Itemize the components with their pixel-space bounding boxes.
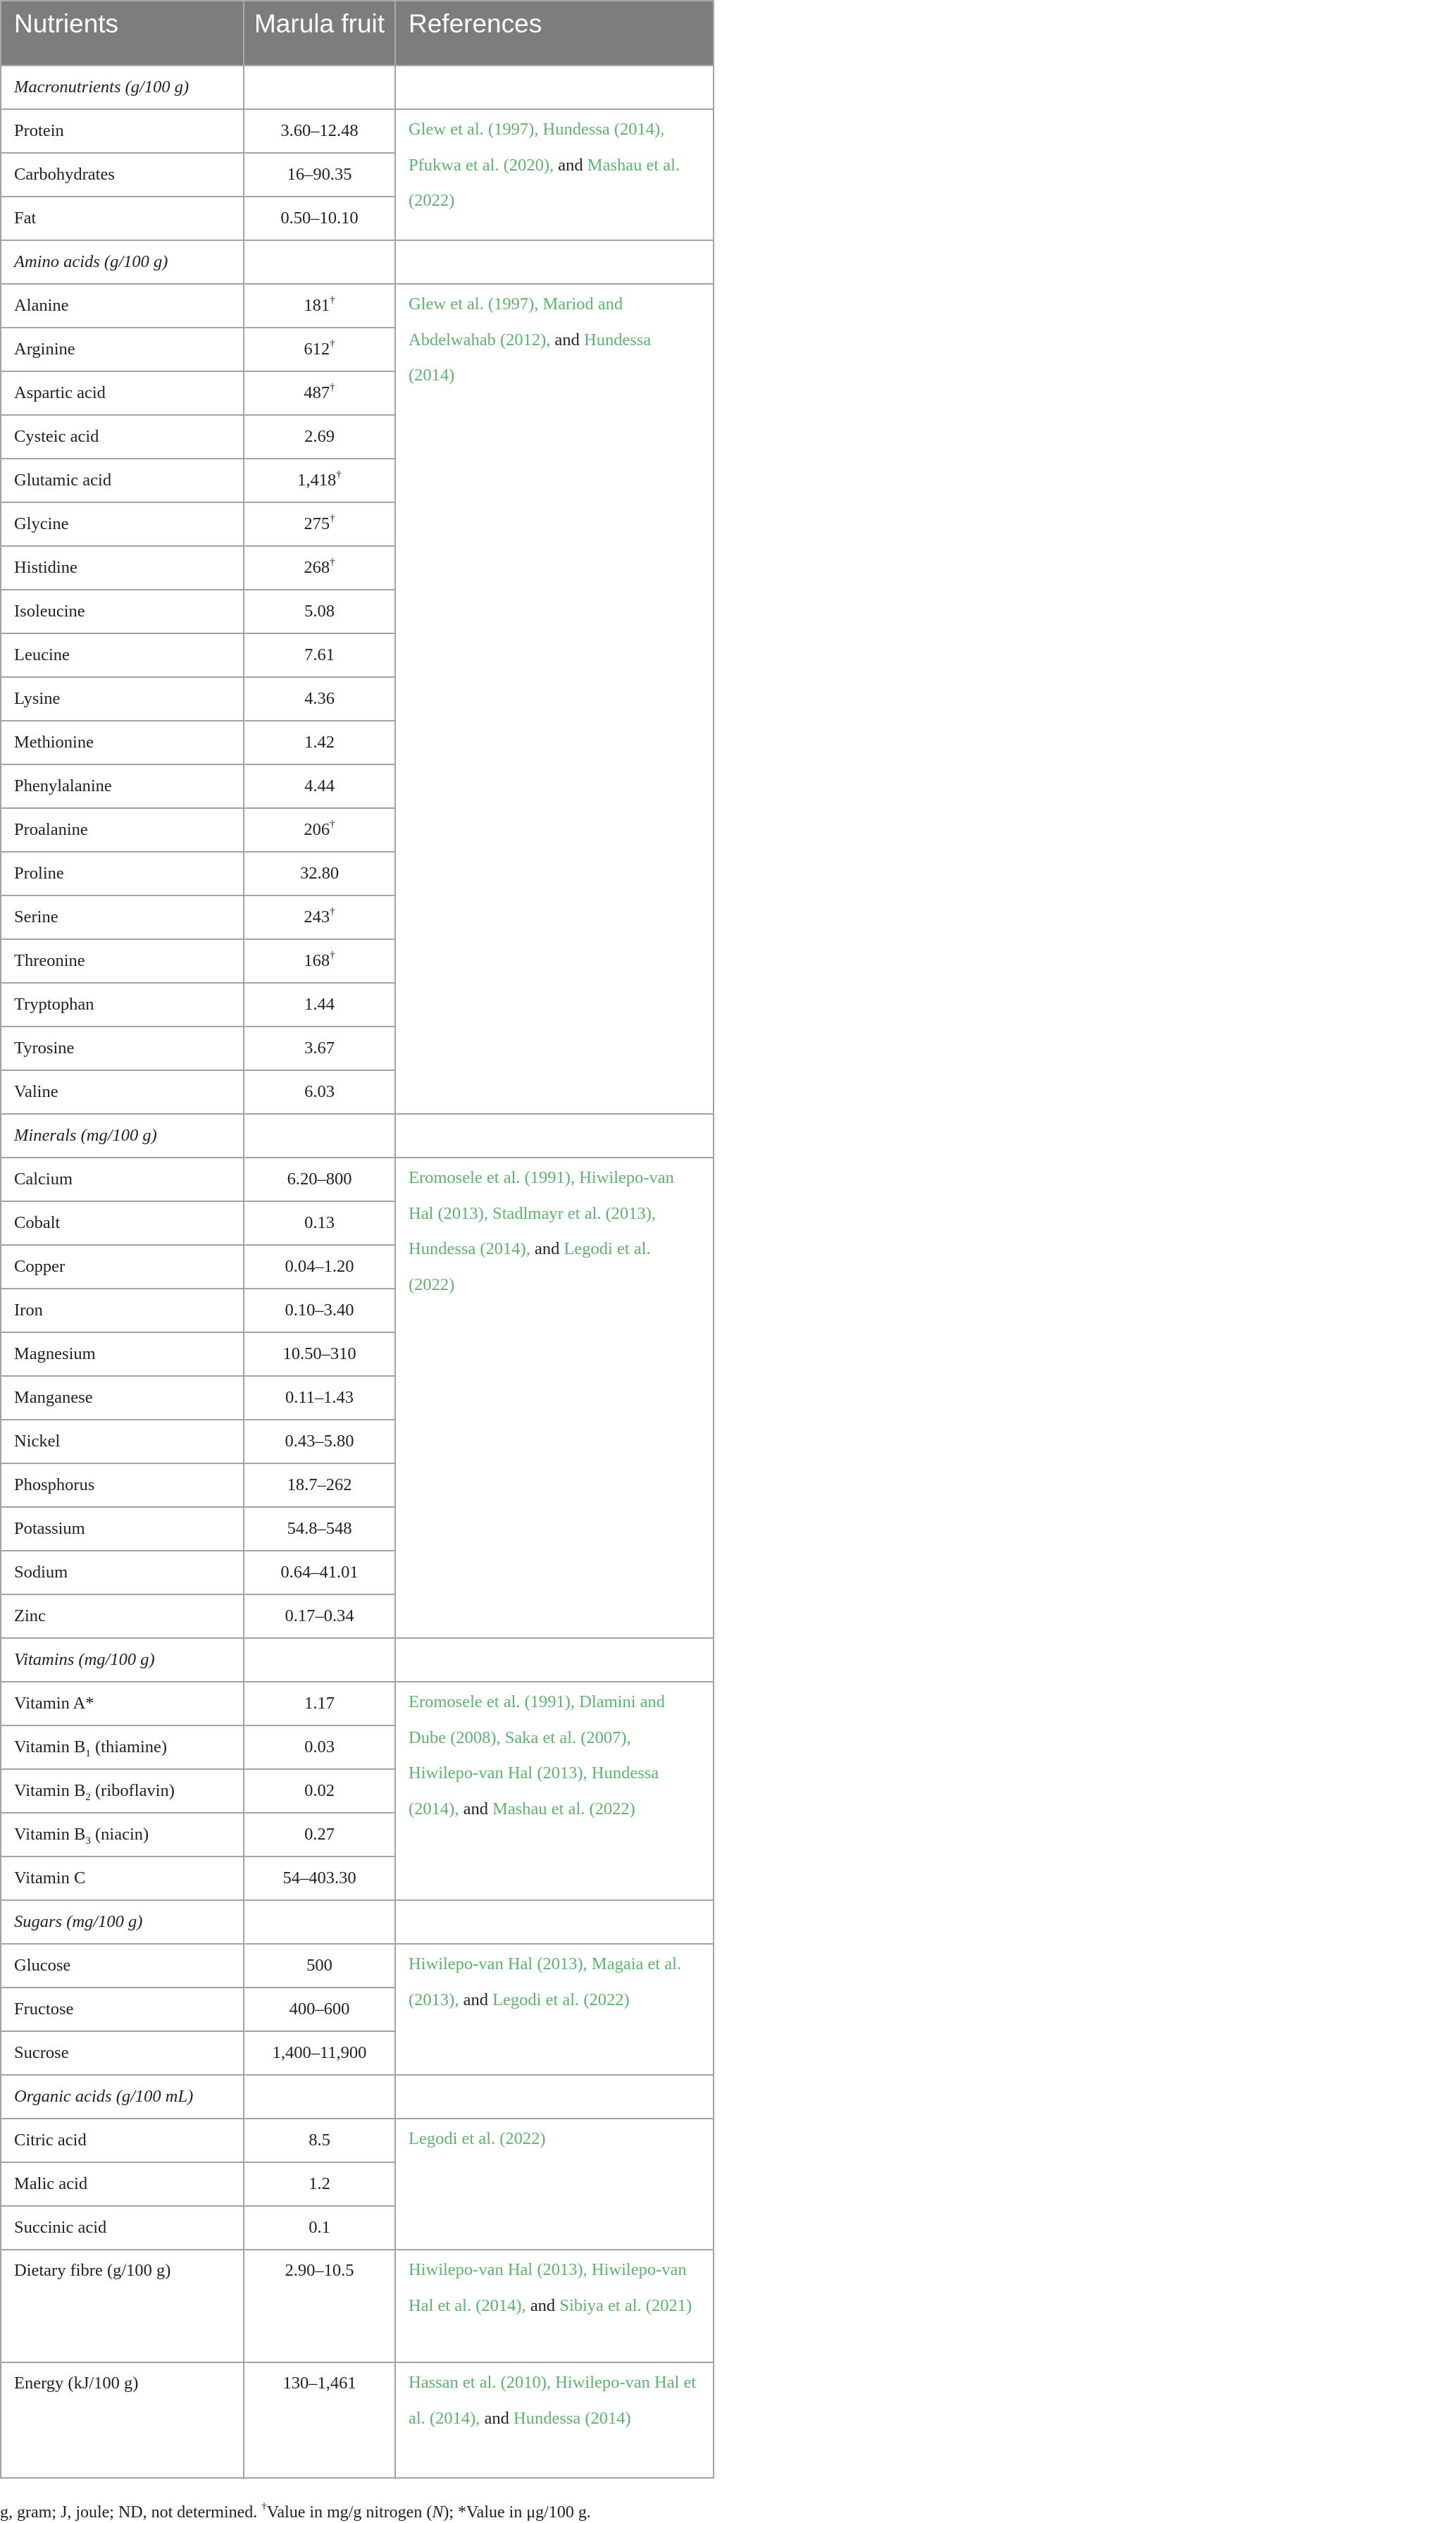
marula-value-cell [244, 1332, 395, 1376]
nitrogen-footnote-mark: † [330, 817, 335, 830]
nutrient-name: Vitamin B [14, 1781, 86, 1800]
section-title: Amino acids (g/100 g) [14, 252, 168, 271]
marula-value: 130–1,461 [282, 2374, 356, 2393]
nutrient-name: Alanine [14, 296, 69, 315]
nutrient-name: Nickel [14, 1432, 61, 1451]
reference-citation: Glew et al. (1997), Mariod and Abdelwahab (2012), [409, 295, 623, 349]
references-cell [395, 284, 714, 1114]
section-title-cell [1, 2075, 244, 2119]
marula-value: 181 [304, 296, 330, 315]
nutrient-name: Phosphorus [14, 1475, 95, 1494]
marula-value: 0.64–41.01 [280, 1563, 359, 1582]
nutrient-name-cell [1, 1725, 244, 1769]
nutrient-name-cell [1, 1813, 244, 1856]
marula-value: 1,400–11,900 [272, 2043, 367, 2062]
nutrient-name-cell [1, 109, 244, 153]
references-cell [395, 109, 714, 240]
marula-value-cell [244, 2031, 395, 2075]
marula-value-cell [244, 939, 395, 983]
nitrogen-footnote-mark: † [330, 948, 335, 961]
nutrient-name-cell [1, 2362, 244, 2478]
reference-text [409, 2373, 696, 2428]
nitrogen-footnote-mark: † [330, 905, 335, 917]
reference-connector: and [525, 2295, 560, 2315]
marula-value-cell [244, 895, 395, 939]
empty-cell [395, 66, 714, 109]
reference-text [409, 295, 651, 385]
marula-value: 1,418 [297, 471, 337, 490]
marula-value-cell [244, 1245, 395, 1289]
nutrient-name-cell [1, 1944, 244, 1988]
nutrient-name-cell [1, 1027, 244, 1070]
reference-citation: Hundessa (2014) [514, 2408, 631, 2428]
empty-cell [395, 1114, 714, 1158]
reference-citation: Mashau et al. (2022) [409, 155, 680, 210]
nitrogen-footnote-mark: † [330, 512, 335, 524]
nutrient-name-cell [1, 1070, 244, 1114]
marula-value: 6.20–800 [287, 1170, 352, 1189]
nutrient-name: Sodium [14, 1563, 68, 1582]
marula-value-cell [244, 633, 395, 677]
header-nutrients: Nutrients [1, 1, 244, 66]
section-title-cell [1, 1900, 244, 1944]
nutrient-name-cell [1, 2162, 244, 2206]
marula-value-cell [244, 1551, 395, 1594]
marula-value-cell [244, 371, 395, 415]
nutrient-table-container [0, 0, 713, 2479]
nutrient-name: Citric acid [14, 2131, 87, 2150]
footnote-text-1: g, gram; J, joule; ND, not determined. [0, 2503, 262, 2522]
marula-value-cell [244, 2162, 395, 2206]
nutrient-name: Energy (kJ/100 g) [14, 2374, 139, 2393]
reference-connector: and [550, 330, 585, 349]
nutrient-name: Copper [14, 1257, 66, 1276]
nutrient-name: Lysine [14, 689, 61, 708]
references-cell [395, 1682, 714, 1900]
marula-value: 10.50–310 [282, 1344, 356, 1363]
nutrient-name-cell [1, 808, 244, 852]
reference-text [409, 120, 680, 210]
section-title: Vitamins (mg/100 g) [14, 1650, 155, 1669]
nitrogen-footnote-mark: † [330, 293, 335, 306]
empty-cell [244, 1114, 395, 1158]
marula-value-cell [244, 764, 395, 808]
marula-value: 54.8–548 [287, 1519, 352, 1538]
nutrient-name-cell [1, 284, 244, 328]
marula-value: 0.04–1.20 [285, 1257, 354, 1276]
table-footnote [0, 2502, 713, 2523]
section-row [1, 240, 714, 284]
marula-value-cell [244, 1507, 395, 1551]
nutrient-name-cell [1, 502, 244, 546]
section-title-cell [1, 1114, 244, 1158]
marula-value: 168 [304, 951, 330, 970]
marula-value: 275 [304, 514, 330, 533]
nutrient-name: Succinic acid [14, 2218, 107, 2237]
marula-value: 268 [304, 558, 330, 577]
nutrient-name-cell [1, 721, 244, 764]
nutrient-name-cell [1, 1463, 244, 1507]
nutrient-name: Calcium [14, 1170, 73, 1189]
reference-connector: and [530, 1239, 564, 1258]
section-title: Minerals (mg/100 g) [14, 1126, 157, 1145]
nutrient-name-cell [1, 1769, 244, 1813]
header-references: References [395, 1, 714, 66]
nutrient-name-cell [1, 1856, 244, 1900]
nutrient-name-cell [1, 459, 244, 502]
nutrient-name: Methionine [14, 733, 94, 752]
nutrient-name-cell [1, 1245, 244, 1289]
empty-cell [395, 240, 714, 284]
nutrient-name: Protein [14, 121, 64, 140]
section-title-cell [1, 240, 244, 284]
marula-value: 0.1 [309, 2218, 330, 2237]
marula-value: 1.17 [304, 1694, 335, 1713]
marula-value: 612 [304, 340, 330, 359]
nutrient-name: Aspartic acid [14, 383, 106, 402]
marula-value: 4.36 [304, 689, 335, 708]
reference-citation: Hassan et al. (2010), Hiwilepo-van Hal et al. (2014), [409, 2373, 697, 2428]
nutrient-name: Cysteic acid [14, 427, 99, 446]
nutrient-subscript: 1 [85, 1747, 91, 1759]
marula-value: 0.02 [304, 1781, 335, 1800]
marula-value: 1.42 [304, 733, 335, 752]
references-cell [395, 2119, 714, 2250]
marula-value-cell [244, 808, 395, 852]
marula-value-cell [244, 328, 395, 371]
marula-value-cell [244, 2362, 395, 2478]
table-row [1, 1158, 714, 1201]
nutrient-name: Leucine [14, 645, 70, 664]
reference-citation: Glew et al. (1997), Hundessa (2014), Pfukwa et al. (2020), [409, 120, 665, 175]
reference-citation: Legodi et al. (2022) [492, 1990, 630, 2009]
marula-value-cell [244, 1682, 395, 1725]
nutrient-name-suffix: (thiamine) [90, 1737, 168, 1756]
nutrient-name: Tyrosine [14, 1039, 75, 1058]
nutrient-name: Arginine [14, 340, 75, 359]
nutrient-name-cell [1, 2031, 244, 2075]
nutrient-name-suffix: (niacin) [90, 1825, 149, 1844]
nutrient-name-cell [1, 2250, 244, 2362]
nutrient-name-cell [1, 677, 244, 721]
section-title-cell [1, 66, 244, 109]
nutrient-name-cell [1, 590, 244, 633]
nutrient-name: Proline [14, 864, 64, 883]
marula-value: 0.03 [304, 1737, 335, 1756]
reference-text [409, 1692, 665, 1818]
nutrient-name-cell [1, 633, 244, 677]
marula-value: 2.90–10.5 [285, 2261, 354, 2280]
marula-value-cell [244, 153, 395, 197]
marula-value-cell [244, 1158, 395, 1201]
marula-value-cell [244, 590, 395, 633]
marula-value-cell [244, 1769, 395, 1813]
nutrient-name-cell [1, 1158, 244, 1201]
nutrient-name-cell [1, 1594, 244, 1638]
nutrient-name: Vitamin C [14, 1868, 86, 1887]
reference-citation: Legodi et al. (2022) [409, 1239, 651, 1294]
nutrient-name: Isoleucine [14, 602, 85, 621]
nutrient-name-cell [1, 371, 244, 415]
marula-value: 3.60–12.48 [280, 121, 359, 140]
footnote-text-3: ); *Value in μg/100 g. [443, 2503, 591, 2522]
marula-value-cell [244, 983, 395, 1027]
marula-value: 6.03 [304, 1082, 335, 1101]
nutrient-name-cell [1, 197, 244, 240]
marula-value: 0.27 [304, 1825, 335, 1844]
nutrient-name-cell [1, 939, 244, 983]
marula-value: 206 [304, 820, 330, 839]
nutrient-name-cell [1, 153, 244, 197]
nutrient-name: Sucrose [14, 2043, 69, 2062]
marula-value-cell [244, 1201, 395, 1245]
marula-value: 18.7–262 [287, 1475, 352, 1494]
empty-cell [395, 1638, 714, 1682]
nutrient-name: Carbohydrates [14, 165, 115, 184]
table-body [1, 66, 714, 2478]
marula-value-cell [244, 109, 395, 153]
nutrient-name-cell [1, 1507, 244, 1551]
marula-value-cell [244, 459, 395, 502]
marula-value: 0.43–5.80 [285, 1432, 354, 1451]
table-row [1, 2119, 714, 2162]
nutrient-name: Serine [14, 907, 58, 926]
reference-citation: Hiwilepo-van Hal (2013), Hiwilepo-van Hal et al. (2014), [409, 2260, 687, 2315]
marula-value-cell [244, 284, 395, 328]
reference-citation: Eromosele et al. (1991), Hiwilepo-van Hal (2013), Stadlmayr et al. (2013), Hundessa (2014), [409, 1168, 674, 1258]
empty-cell [395, 2075, 714, 2119]
marula-value-cell [244, 1289, 395, 1332]
references-cell [395, 1944, 714, 2075]
nutrient-name: Histidine [14, 558, 77, 577]
nutrient-name-cell [1, 1332, 244, 1376]
marula-value-cell [244, 2206, 395, 2250]
nutrient-name-cell [1, 1988, 244, 2031]
reference-citation: Eromosele et al. (1991), Dlamini and Dube (2008), Saka et al. (2007), Hiwilepo-van Hal (2013), Hundessa (2014), [409, 1692, 665, 1818]
nutrient-name-cell [1, 1376, 244, 1420]
empty-cell [244, 1900, 395, 1944]
empty-cell [395, 1900, 714, 1944]
section-title-cell [1, 1638, 244, 1682]
reference-text [409, 2260, 692, 2315]
nutrient-name-cell [1, 2119, 244, 2162]
reference-text [409, 1954, 681, 2009]
table-row [1, 2362, 714, 2478]
marula-value: 0.10–3.40 [285, 1301, 354, 1320]
reference-connector: and [554, 155, 587, 175]
marula-value: 400–600 [289, 2000, 350, 2019]
marula-value: 4.44 [304, 776, 335, 795]
references-cell [395, 2250, 714, 2362]
nutrient-subscript: 3 [85, 1834, 91, 1847]
footnote-nitrogen-symbol: N [432, 2503, 444, 2522]
nutrient-name-cell [1, 2206, 244, 2250]
nutrient-name: Proalanine [14, 820, 88, 839]
marula-value: 2.69 [304, 427, 335, 446]
marula-value-cell [244, 677, 395, 721]
nutrient-name-suffix: (riboflavin) [90, 1781, 175, 1800]
marula-value-cell [244, 197, 395, 240]
section-row [1, 1114, 714, 1158]
reference-citation: Hundessa (2014) [409, 330, 652, 385]
marula-value: 0.17–0.34 [285, 1606, 354, 1625]
marula-value: 500 [306, 1956, 332, 1975]
header-marula-fruit: Marula fruit [244, 1, 395, 66]
marula-value-cell [244, 1376, 395, 1420]
footnote-dagger: † [261, 2500, 267, 2512]
marula-value-cell [244, 1856, 395, 1900]
nutrient-name-cell [1, 764, 244, 808]
table-header-row [1, 1, 714, 66]
nutrient-subscript: 2 [85, 1790, 91, 1803]
nutrient-name: Valine [14, 1082, 58, 1101]
marula-value-cell [244, 1725, 395, 1769]
nutrient-name: Cobalt [14, 1213, 61, 1232]
marula-value: 0.50–10.10 [280, 209, 359, 228]
reference-citation: Sibiya et al. (2021) [559, 2295, 692, 2315]
reference-citation: Legodi et al. (2022) [409, 2129, 546, 2148]
nutrient-name-cell [1, 1682, 244, 1725]
nutrient-name: Iron [14, 1301, 43, 1320]
nutrient-name: Glutamic acid [14, 471, 112, 490]
nutrient-name-cell [1, 983, 244, 1027]
section-row [1, 1638, 714, 1682]
marula-value-cell [244, 415, 395, 459]
table-row [1, 1944, 714, 1988]
nutrient-name-cell [1, 328, 244, 371]
nutrient-name-cell [1, 1289, 244, 1332]
marula-value-cell [244, 1463, 395, 1507]
nutrient-name: Magnesium [14, 1344, 96, 1363]
marula-value: 1.2 [309, 2174, 330, 2193]
footnote-text-2: Value in mg/g nitrogen ( [266, 2503, 433, 2522]
marula-value-cell [244, 1813, 395, 1856]
section-row [1, 66, 714, 109]
marula-value: 1.44 [304, 995, 335, 1014]
marula-value: 3.67 [304, 1039, 335, 1058]
empty-cell [244, 2075, 395, 2119]
nitrogen-footnote-mark: † [330, 337, 335, 349]
nutrient-name-cell [1, 895, 244, 939]
nutrient-name-cell [1, 415, 244, 459]
nutrient-name: Fructose [14, 2000, 74, 2019]
nutrient-name: Glucose [14, 1956, 71, 1975]
nutrient-table [0, 0, 714, 2479]
section-title: Macronutrients (g/100 g) [14, 78, 189, 97]
table-row [1, 284, 714, 328]
reference-connector: and [480, 2408, 514, 2428]
marula-value-cell [244, 2119, 395, 2162]
nutrient-name: Fat [14, 209, 37, 228]
table-row [1, 1682, 714, 1725]
marula-value-cell [244, 502, 395, 546]
nutrient-name-cell [1, 1201, 244, 1245]
reference-citation: Hiwilepo-van Hal (2013), Magaia et al. (2013), [409, 1954, 682, 2009]
empty-cell [244, 240, 395, 284]
table-row [1, 2250, 714, 2362]
nutrient-name: Threonine [14, 951, 85, 970]
references-cell [395, 1158, 714, 1638]
nutrient-name-cell [1, 852, 244, 895]
nutrient-name-cell [1, 1420, 244, 1463]
section-row [1, 2075, 714, 2119]
nutrient-name-cell [1, 1551, 244, 1594]
marula-value-cell [244, 546, 395, 590]
reference-connector: and [459, 1990, 493, 2009]
nitrogen-footnote-mark: † [336, 468, 342, 481]
marula-value: 7.61 [304, 645, 335, 664]
nitrogen-footnote-mark: † [330, 380, 335, 393]
marula-value: 487 [304, 383, 330, 402]
marula-value-cell [244, 721, 395, 764]
nutrient-name: Vitamin B [14, 1825, 86, 1844]
references-cell [395, 2362, 714, 2478]
marula-value: 243 [304, 907, 330, 926]
table-row [1, 109, 714, 153]
nutrient-name-cell [1, 546, 244, 590]
nitrogen-footnote-mark: † [330, 555, 335, 568]
nutrient-name: Vitamin B [14, 1737, 86, 1756]
section-title: Sugars (mg/100 g) [14, 1912, 143, 1931]
reference-text [409, 2129, 546, 2148]
reference-text [409, 1168, 674, 1294]
marula-value: 5.08 [304, 602, 335, 621]
marula-value: 8.5 [309, 2131, 330, 2150]
empty-cell [244, 1638, 395, 1682]
marula-value: 32.80 [299, 864, 340, 883]
nutrient-name: Manganese [14, 1388, 93, 1407]
nutrient-name: Malic acid [14, 2174, 88, 2193]
nutrient-name: Vitamin A* [14, 1694, 94, 1713]
nutrient-name: Glycine [14, 514, 69, 533]
section-row [1, 1900, 714, 1944]
marula-value-cell [244, 1420, 395, 1463]
reference-connector: and [459, 1799, 493, 1818]
marula-value-cell [244, 1944, 395, 1988]
section-title: Organic acids (g/100 mL) [14, 2087, 194, 2106]
nutrient-name: Phenylalanine [14, 776, 112, 795]
nutrient-name: Zinc [14, 1606, 46, 1625]
marula-value-cell [244, 1594, 395, 1638]
marula-value: 54–403.30 [282, 1868, 356, 1887]
marula-value-cell [244, 1027, 395, 1070]
nutrient-name: Tryptophan [14, 995, 94, 1014]
marula-value-cell [244, 852, 395, 895]
empty-cell [244, 66, 395, 109]
marula-value-cell [244, 2250, 395, 2362]
marula-value: 16–90.35 [287, 165, 352, 184]
reference-citation: Mashau et al. (2022) [492, 1799, 635, 1818]
nutrient-name: Dietary fibre (g/100 g) [14, 2261, 171, 2280]
marula-value: 0.13 [304, 1213, 335, 1232]
marula-value: 0.11–1.43 [285, 1388, 354, 1407]
marula-value-cell [244, 1988, 395, 2031]
nutrient-name: Potassium [14, 1519, 85, 1538]
marula-value-cell [244, 1070, 395, 1114]
